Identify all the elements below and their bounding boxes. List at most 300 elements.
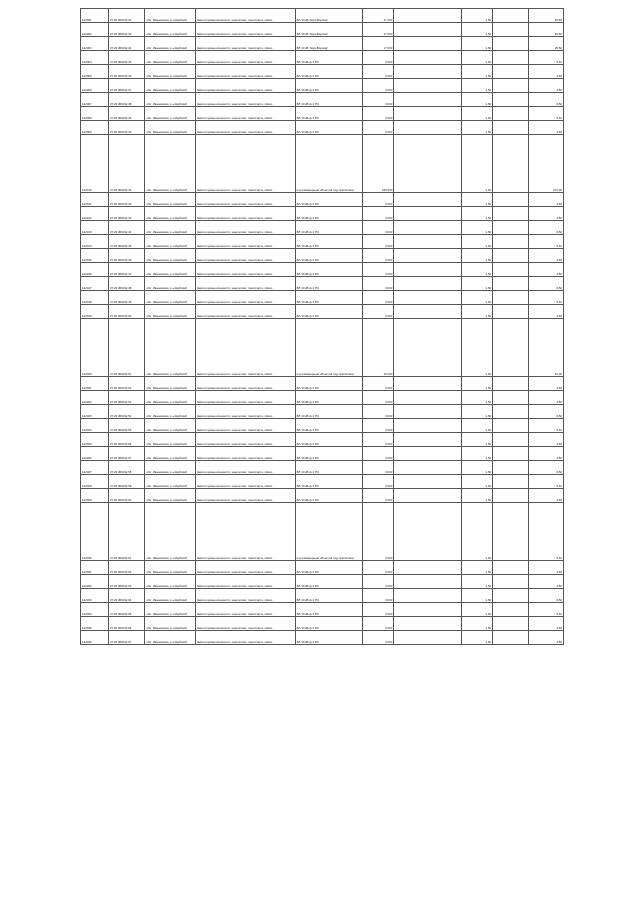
spreadsheet-page: [80, 8, 564, 645]
table-cell-cad: 37:20:000011:43: [108, 207, 144, 221]
table-cell-area: 3 000: [363, 221, 394, 235]
table-cell-cad: 37:20:000011:66: [108, 617, 144, 631]
table-row: [81, 447, 564, 461]
table-cell-empty: [394, 447, 462, 461]
table-cell-empty: [394, 121, 462, 135]
table-cell-cad: 37:20:000011:37: [108, 79, 144, 93]
table-cell-tax: 4,50: [528, 561, 563, 575]
table-row: [81, 249, 564, 263]
table-row: [81, 589, 564, 603]
table-cell-cad: 37:20:000011:62: [108, 561, 144, 575]
table-cell-addr: обл. Ивановская, р-н Шуйский: [145, 221, 195, 235]
table-row: [81, 391, 564, 405]
table-cell-use: ВЛ 10 кВ ф.1 ПС: [295, 291, 363, 305]
table-cell-cad: 37:20:000011:59: [108, 475, 144, 489]
table-cell-id: 142025: [81, 433, 109, 447]
table-cell-area: 3 000: [363, 377, 394, 391]
table-cell-empty: [394, 419, 462, 433]
table-cell-cad: 37:20:000011:48: [108, 277, 144, 291]
table-cell-id: 142031: [81, 561, 109, 575]
table-cell-id: 142027: [81, 461, 109, 475]
table-cell-cat: Земли промышленности, энергетики, транспорта, связи...: [195, 405, 295, 419]
table-cell-id: 142019: [81, 305, 109, 319]
table-cell-rate: 1,50: [461, 277, 492, 291]
table-row: [81, 79, 564, 93]
table-cell-use: под размещение объектов под газопровод: [295, 319, 363, 377]
table-cell-tax: 4,50: [528, 419, 563, 433]
table-cell-cat: Земли промышленности, энергетики, транспорта, связи...: [195, 433, 295, 447]
table-cell-empty: [394, 391, 462, 405]
table-cell-cat: Земли промышленности, энергетики, транспорта, связи...: [195, 249, 295, 263]
table-cell-tax: 4,50: [528, 589, 563, 603]
table-cell-addr: обл. Ивановская, р-н Шуйский: [145, 489, 195, 503]
table-cell-cat: Земли промышленности, энергетики, транспорта, связи...: [195, 503, 295, 561]
table-cell-cad: 37:20:000011:39: [108, 107, 144, 121]
land-tax-table: [80, 8, 564, 645]
table-cell-use: ВЛ 10 кВ ф.1 ПС: [295, 51, 363, 65]
table-cell-empty: [493, 235, 528, 249]
table-cell-use: ВЛ 10 кВ ф.1 ПС: [295, 461, 363, 475]
table-cell-use: ВЛ 10 кВ ф.1 ПС: [295, 603, 363, 617]
table-cell-rate: 1,50: [461, 575, 492, 589]
table-row: [81, 305, 564, 319]
table-cell-id: 142029: [81, 489, 109, 503]
table-cell-tax: 4,50: [528, 377, 563, 391]
table-cell-addr: обл. Ивановская, р-н Шуйский: [145, 93, 195, 107]
table-cell-area: 3 000: [363, 207, 394, 221]
table-cell-tax: 24,00: [528, 319, 563, 377]
table-cell-empty: [493, 121, 528, 135]
table-cell-area: 3 000: [363, 193, 394, 207]
table-cell-addr: обл. Ивановская, р-н Шуйский: [145, 207, 195, 221]
table-cell-cad: 37:20:000011:61: [108, 503, 144, 561]
table-cell-empty: [394, 37, 462, 51]
table-cell-rate: 1,50: [461, 405, 492, 419]
table-cell-cad: 37:20:000011:33: [108, 23, 144, 37]
table-cell-empty: [493, 23, 528, 37]
table-cell-addr: обл. Ивановская, р-н Шуйский: [145, 37, 195, 51]
table-cell-addr: обл. Ивановская, р-н Шуйский: [145, 405, 195, 419]
table-cell-cad: 37:20:000011:35: [108, 51, 144, 65]
table-cell-tax: 4,50: [528, 193, 563, 207]
table-cell-id: 142014: [81, 235, 109, 249]
table-row: [81, 235, 564, 249]
table-cell-addr: обл. Ивановская, р-н Шуйский: [145, 135, 195, 193]
table-cell-id: 142032: [81, 575, 109, 589]
table-cell-id: 142017: [81, 277, 109, 291]
table-cell-addr: обл. Ивановская, р-н Шуйский: [145, 9, 195, 23]
table-cell-area: 3 000: [363, 631, 394, 645]
table-cell-addr: обл. Ивановская, р-н Шуйский: [145, 107, 195, 121]
table-cell-cat: Земли промышленности, энергетики, транспорта, связи...: [195, 319, 295, 377]
table-cell-cad: 37:20:000011:67: [108, 631, 144, 645]
table-cell-empty: [493, 433, 528, 447]
table-cell-addr: обл. Ивановская, р-н Шуйский: [145, 263, 195, 277]
table-cell-empty: [493, 391, 528, 405]
table-cell-tax: 4,50: [528, 65, 563, 79]
table-cell-use: ВЛ 10 кВ ф.1 ПС: [295, 235, 363, 249]
table-cell-rate: 1,50: [461, 107, 492, 121]
table-cell-empty: [493, 475, 528, 489]
table-cell-id: 142030: [81, 503, 109, 561]
table-cell-cat: Земли промышленности, энергетики, транспорта, связи...: [195, 235, 295, 249]
table-row: [81, 561, 564, 575]
table-row: [81, 93, 564, 107]
table-cell-empty: [394, 249, 462, 263]
table-cell-rate: 1,50: [461, 235, 492, 249]
table-cell-area: 184 000: [363, 135, 394, 193]
table-cell-cad: 37:20:000011:58: [108, 461, 144, 475]
table-cell-area: 3 000: [363, 249, 394, 263]
table-cell-addr: обл. Ивановская, р-н Шуйский: [145, 461, 195, 475]
table-cell-addr: обл. Ивановская, р-н Шуйский: [145, 319, 195, 377]
table-cell-tax: 4,50: [528, 503, 563, 561]
table-cell-cad: 37:20:000011:60: [108, 489, 144, 503]
table-cell-area: 3 000: [363, 489, 394, 503]
table-cell-cat: Земли промышленности, энергетики, транспорта, связи...: [195, 135, 295, 193]
table-cell-empty: [493, 419, 528, 433]
table-cell-empty: [394, 433, 462, 447]
table-cell-use: ВЛ 10 кВ ф.1 ПС: [295, 575, 363, 589]
table-cell-rate: 1,50: [461, 65, 492, 79]
table-row: [81, 23, 564, 37]
table-cell-tax: 4,50: [528, 391, 563, 405]
table-cell-empty: [394, 617, 462, 631]
table-cell-empty: [394, 475, 462, 489]
table-cell-addr: обл. Ивановская, р-н Шуйский: [145, 65, 195, 79]
table-cell-use: ВЛ 10 кВ ф.1 ПС: [295, 207, 363, 221]
table-cell-empty: [394, 405, 462, 419]
table-row: [81, 377, 564, 391]
table-cell-use: ВЛ 10 кВ ф.1 ПС: [295, 249, 363, 263]
table-cell-use: ВЛ 10 кВ ф.1 ПС: [295, 305, 363, 319]
table-cell-use: ВЛ 10 кВ ф.1 ПС: [295, 433, 363, 447]
table-cell-id: 142002: [81, 23, 109, 37]
table-cell-tax: 25,50: [528, 37, 563, 51]
table-cell-use: ВЛ 10 кВ ф.1 ПС: [295, 93, 363, 107]
table-cell-area: 3 000: [363, 107, 394, 121]
table-cell-empty: [394, 503, 462, 561]
table-cell-cat: Земли промышленности, энергетики, транспорта, связи...: [195, 489, 295, 503]
table-cell-tax: 4,50: [528, 263, 563, 277]
table-cell-area: 3 000: [363, 603, 394, 617]
table-cell-cat: Земли промышленности, энергетики, транспорта, связи...: [195, 221, 295, 235]
table-row: [81, 37, 564, 51]
table-cell-cat: Земли промышленности, энергетики, транспорта, связи...: [195, 51, 295, 65]
table-cell-rate: 1,50: [461, 617, 492, 631]
table-row: [81, 405, 564, 419]
table-cell-tax: 4,50: [528, 617, 563, 631]
table-cell-area: 3 000: [363, 589, 394, 603]
table-cell-empty: [493, 207, 528, 221]
table-cell-cad: 37:20:000011:50: [108, 305, 144, 319]
table-cell-empty: [394, 263, 462, 277]
table-row: [81, 221, 564, 235]
table-cell-id: 142035: [81, 617, 109, 631]
table-cell-use: ВЛ 10 кВ ф.1 ПС: [295, 631, 363, 645]
table-cell-id: 142009: [81, 121, 109, 135]
table-cell-empty: [493, 561, 528, 575]
table-cell-empty: [493, 135, 528, 193]
table-cell-area: 3 000: [363, 235, 394, 249]
table-cell-rate: 1,50: [461, 193, 492, 207]
table-cell-empty: [493, 575, 528, 589]
table-row: [81, 489, 564, 503]
table-cell-empty: [493, 589, 528, 603]
table-cell-cat: Земли промышленности, энергетики, транспорта, связи...: [195, 193, 295, 207]
table-cell-id: 142004: [81, 51, 109, 65]
table-cell-tax: 4,50: [528, 107, 563, 121]
table-cell-area: 3 000: [363, 391, 394, 405]
table-cell-tax: 4,50: [528, 405, 563, 419]
table-cell-addr: обл. Ивановская, р-н Шуйский: [145, 589, 195, 603]
table-cell-area: 3 000: [363, 433, 394, 447]
table-cell-rate: 1,50: [461, 561, 492, 575]
table-cell-empty: [493, 9, 528, 23]
table-cell-use: ВЛ 10 кВ ф.1 ПС: [295, 489, 363, 503]
table-cell-cat: Земли промышленности, энергетики, транспорта, связи...: [195, 207, 295, 221]
table-cell-area: 3 000: [363, 79, 394, 93]
table-cell-rate: 1,50: [461, 503, 492, 561]
table-cell-cad: 37:20:000011:36: [108, 65, 144, 79]
table-cell-cat: Земли промышленности, энергетики, транспорта, связи...: [195, 9, 295, 23]
table-cell-area: 3 000: [363, 419, 394, 433]
table-cell-empty: [394, 305, 462, 319]
table-cell-addr: обл. Ивановская, р-н Шуйский: [145, 23, 195, 37]
table-cell-id: 142021: [81, 377, 109, 391]
table-cell-id: 142001: [81, 9, 109, 23]
table-cell-cat: Земли промышленности, энергетики, транспорта, связи...: [195, 79, 295, 93]
table-cell-empty: [394, 603, 462, 617]
table-cell-addr: обл. Ивановская, р-н Шуйский: [145, 291, 195, 305]
table-cell-tax: 25,50: [528, 23, 563, 37]
table-cell-use: ВЛ 10 кВ "Шуя-Ворсма": [295, 9, 363, 23]
table-cell-rate: 1,50: [461, 305, 492, 319]
table-cell-rate: 1,50: [461, 51, 492, 65]
table-cell-rate: 1,50: [461, 377, 492, 391]
table-cell-area: 3 000: [363, 65, 394, 79]
table-cell-cat: Земли промышленности, энергетики, транспорта, связи...: [195, 277, 295, 291]
table-cell-cat: Земли промышленности, энергетики, транспорта, связи...: [195, 121, 295, 135]
table-cell-cad: 37:20:000011:51: [108, 319, 144, 377]
table-row: [81, 433, 564, 447]
table-cell-rate: 1,50: [461, 93, 492, 107]
table-cell-empty: [493, 617, 528, 631]
table-cell-area: 3 000: [363, 405, 394, 419]
table-cell-use: ВЛ 10 кВ ф.1 ПС: [295, 561, 363, 575]
table-cell-id: 142022: [81, 391, 109, 405]
table-cell-cat: Земли промышленности, энергетики, транспорта, связи...: [195, 23, 295, 37]
table-cell-empty: [394, 93, 462, 107]
table-row: [81, 419, 564, 433]
table-row: [81, 575, 564, 589]
table-cell-use: ВЛ 10 кВ ф.1 ПС: [295, 121, 363, 135]
table-cell-rate: 1,50: [461, 447, 492, 461]
table-cell-addr: обл. Ивановская, р-н Шуйский: [145, 121, 195, 135]
table-cell-empty: [493, 263, 528, 277]
table-cell-addr: обл. Ивановская, р-н Шуйский: [145, 575, 195, 589]
table-cell-addr: обл. Ивановская, р-н Шуйский: [145, 235, 195, 249]
table-cell-rate: 1,50: [461, 589, 492, 603]
table-cell-empty: [394, 193, 462, 207]
table-cell-empty: [493, 277, 528, 291]
table-cell-cad: 37:20:000011:57: [108, 447, 144, 461]
table-cell-tax: 4,50: [528, 461, 563, 475]
table-cell-empty: [493, 291, 528, 305]
table-cell-cad: 37:20:000011:55: [108, 419, 144, 433]
table-cell-use: ВЛ 10 кВ ф.1 ПС: [295, 475, 363, 489]
table-cell-use: ВЛ 10 кВ ф.1 ПС: [295, 377, 363, 391]
table-cell-empty: [394, 135, 462, 193]
table-cell-id: 142024: [81, 419, 109, 433]
table-cell-cad: 37:20:000011:44: [108, 221, 144, 235]
table-cell-cad: 37:20:000011:46: [108, 249, 144, 263]
table-cell-area: 3 000: [363, 263, 394, 277]
table-cell-empty: [394, 9, 462, 23]
table-cell-rate: 1,50: [461, 221, 492, 235]
table-cell-tax: 4,50: [528, 433, 563, 447]
table-cell-cat: Земли промышленности, энергетики, транспорта, связи...: [195, 561, 295, 575]
table-cell-cat: Земли промышленности, энергетики, транспорта, связи...: [195, 93, 295, 107]
table-cell-cat: Земли промышленности, энергетики, транспорта, связи...: [195, 305, 295, 319]
table-cell-area: 17 000: [363, 23, 394, 37]
table-cell-cad: 37:20:000011:53: [108, 391, 144, 405]
table-cell-empty: [394, 377, 462, 391]
table-cell-tax: 4,50: [528, 305, 563, 319]
table-cell-cad: 37:20:000011:45: [108, 235, 144, 249]
table-cell-use: ВЛ 10 кВ ф.1 ПС: [295, 193, 363, 207]
table-cell-use: ВЛ 10 кВ ф.1 ПС: [295, 391, 363, 405]
table-cell-empty: [493, 37, 528, 51]
table-row: [81, 319, 564, 377]
table-cell-id: 142018: [81, 291, 109, 305]
table-cell-tax: 4,50: [528, 221, 563, 235]
table-cell-addr: обл. Ивановская, р-н Шуйский: [145, 447, 195, 461]
table-cell-empty: [493, 221, 528, 235]
table-cell-cat: Земли промышленности, энергетики, транспорта, связи...: [195, 107, 295, 121]
table-cell-rate: 1,50: [461, 291, 492, 305]
table-cell-area: 3 000: [363, 121, 394, 135]
table-cell-id: 142013: [81, 221, 109, 235]
table-cell-tax: 4,50: [528, 575, 563, 589]
table-body: [81, 9, 564, 645]
table-cell-addr: обл. Ивановская, р-н Шуйский: [145, 561, 195, 575]
table-cell-cat: Земли промышленности, энергетики, транспорта, связи...: [195, 419, 295, 433]
table-cell-tax: 4,50: [528, 93, 563, 107]
table-cell-cat: Земли промышленности, энергетики, транспорта, связи...: [195, 391, 295, 405]
table-cell-empty: [493, 79, 528, 93]
table-cell-area: 3 000: [363, 475, 394, 489]
table-cell-empty: [394, 277, 462, 291]
table-row: [81, 107, 564, 121]
table-cell-id: 142015: [81, 249, 109, 263]
table-cell-id: 142007: [81, 93, 109, 107]
table-cell-tax: 4,50: [528, 79, 563, 93]
table-cell-area: 3 000: [363, 51, 394, 65]
table-cell-cat: Земли промышленности, энергетики, транспорта, связи...: [195, 603, 295, 617]
table-cell-area: 3 000: [363, 561, 394, 575]
table-cell-addr: обл. Ивановская, р-н Шуйский: [145, 475, 195, 489]
table-cell-addr: обл. Ивановская, р-н Шуйский: [145, 193, 195, 207]
table-cell-addr: обл. Ивановская, р-н Шуйский: [145, 79, 195, 93]
table-cell-id: 142010: [81, 135, 109, 193]
table-cell-tax: 276,00: [528, 135, 563, 193]
table-cell-addr: обл. Ивановская, р-н Шуйский: [145, 419, 195, 433]
table-cell-cad: 37:20:000011:34: [108, 37, 144, 51]
table-cell-tax: 4,50: [528, 447, 563, 461]
table-cell-cad: 37:20:000011:31: [108, 9, 144, 23]
table-cell-empty: [394, 575, 462, 589]
table-cell-empty: [394, 319, 462, 377]
table-row: [81, 503, 564, 561]
table-cell-tax: 4,50: [528, 489, 563, 503]
table-cell-use: ВЛ 10 кВ ф.1 ПС: [295, 405, 363, 419]
table-cell-empty: [493, 305, 528, 319]
table-row: [81, 277, 564, 291]
table-cell-id: 142005: [81, 65, 109, 79]
table-cell-use: ВЛ 10 кВ ф.1 ПС: [295, 589, 363, 603]
table-cell-cad: 37:20:000011:41: [108, 135, 144, 193]
table-cell-empty: [394, 23, 462, 37]
table-cell-area: 3 000: [363, 305, 394, 319]
table-cell-tax: 4,50: [528, 51, 563, 65]
table-cell-addr: обл. Ивановская, р-н Шуйский: [145, 249, 195, 263]
table-row: [81, 263, 564, 277]
table-cell-rate: 1,50: [461, 37, 492, 51]
table-cell-area: 17 000: [363, 37, 394, 51]
table-row: [81, 207, 564, 221]
table-row: [81, 603, 564, 617]
table-cell-addr: обл. Ивановская, р-н Шуйский: [145, 617, 195, 631]
table-row: [81, 193, 564, 207]
table-cell-rate: 1,50: [461, 207, 492, 221]
table-cell-addr: обл. Ивановская, р-н Шуйский: [145, 391, 195, 405]
table-cell-area: 16 000: [363, 319, 394, 377]
table-cell-addr: обл. Ивановская, р-н Шуйский: [145, 377, 195, 391]
table-cell-rate: 1,50: [461, 419, 492, 433]
table-cell-use: ВЛ 10 кВ ф.1 ПС: [295, 79, 363, 93]
table-row: [81, 9, 564, 23]
table-cell-id: 142012: [81, 207, 109, 221]
table-row: [81, 121, 564, 135]
table-cell-cat: Земли промышленности, энергетики, транспорта, связи...: [195, 447, 295, 461]
table-cell-cat: Земли промышленности, энергетики, транспорта, связи...: [195, 475, 295, 489]
table-cell-cat: Земли промышленности, энергетики, транспорта, связи...: [195, 291, 295, 305]
table-cell-id: 142020: [81, 319, 109, 377]
table-cell-empty: [493, 93, 528, 107]
table-cell-use: ВЛ 10 кВ "Шуя-Ворсма": [295, 23, 363, 37]
table-cell-rate: 1,50: [461, 391, 492, 405]
table-cell-addr: обл. Ивановская, р-н Шуйский: [145, 631, 195, 645]
table-cell-empty: [394, 221, 462, 235]
table-cell-use: ВЛ 10 кВ ф.1 ПС: [295, 419, 363, 433]
table-cell-empty: [493, 377, 528, 391]
table-cell-tax: 4,50: [528, 235, 563, 249]
table-cell-rate: 1,50: [461, 79, 492, 93]
table-cell-tax: 4,50: [528, 291, 563, 305]
table-cell-empty: [493, 603, 528, 617]
table-cell-area: 3 000: [363, 617, 394, 631]
table-cell-rate: 1,50: [461, 319, 492, 377]
table-cell-cat: Земли промышленности, энергетики, транспорта, связи...: [195, 377, 295, 391]
table-cell-empty: [493, 65, 528, 79]
table-cell-tax: 4,50: [528, 631, 563, 645]
table-cell-cad: 37:20:000011:42: [108, 193, 144, 207]
table-cell-cad: 37:20:000011:63: [108, 575, 144, 589]
table-cell-cat: Земли промышленности, энергетики, транспорта, связи...: [195, 631, 295, 645]
table-cell-cat: Земли промышленности, энергетики, транспорта, связи...: [195, 37, 295, 51]
table-row: [81, 65, 564, 79]
